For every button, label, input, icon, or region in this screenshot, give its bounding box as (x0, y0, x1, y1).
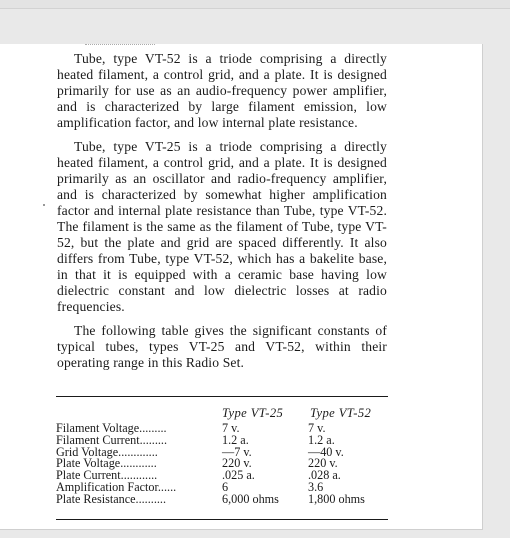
vt25-value: 6,000 ohms (222, 491, 279, 506)
vt25-value: .025 a. (222, 468, 255, 483)
row-label: Filament Voltage......... (56, 421, 167, 435)
vt25-value: 7 v. (222, 421, 240, 435)
table-row (56, 434, 396, 446)
row-label: Amplification Factor...... (56, 479, 177, 494)
vt25-value: —7 v. (222, 444, 252, 459)
paragraph-table-intro: The following table gives the significant constants of typical tubes, types VT-25 and VT-52, within their operating range in this Radio Set. (57, 323, 387, 370)
row-label: Plate Voltage............ (56, 456, 157, 471)
table-row (56, 481, 396, 493)
row-label: Filament Current......... (56, 432, 168, 447)
cut-off-text-line (85, 44, 155, 48)
table-header (56, 404, 396, 422)
vt52-value: —40 v. (308, 444, 344, 459)
vt52-value: 1.2 a. (308, 432, 335, 447)
paragraph-vt52: Tube, type VT-52 is a triode comprising a directly heated filament, a control grid, and a plate. It is designed primarily for use as an audio-frequency power amplifier, and is characterized by large filament emission, low amplification factor, and low internal plate resistance. (57, 51, 387, 130)
vt52-value: 7 v. (308, 421, 326, 435)
header-vt25: Type VT-25 (222, 406, 284, 420)
vt52-value: .028 a. (308, 468, 341, 483)
vt25-value: 1.2 a. (222, 432, 249, 447)
table-top-rule (56, 396, 388, 397)
row-label: Grid Voltage............. (56, 444, 158, 459)
table-row (56, 493, 396, 505)
margin-dot (43, 204, 45, 206)
vt25-value: 220 v. (222, 456, 252, 471)
vt52-value: 3.6 (308, 479, 324, 494)
tube-constants-table (56, 404, 396, 505)
body-text (57, 51, 387, 371)
vt52-value: 220 v. (308, 456, 338, 471)
vt25-value: 6 (222, 479, 229, 494)
paragraph-vt25: Tube, type VT-25 is a triode comprising a directly heated filament, a control grid, and a plate. It is designed primarily as an oscillator and radio-frequency amplifier, and is characterized by somewhat higher amplification factor and internal plate resistance than Tube, type VT-52. The filament is the same as the filament of Tube, type VT-52, but the plate and grid are spaced differently. It also differs from Tube, type VT-52, which has a bakelite base, in that it is equipped with a ceramic base having low dielectric constant and low dielectric losses at radio frequencies. (57, 139, 387, 314)
row-label: Plate Resistance.......... (56, 491, 167, 506)
document-page (0, 44, 483, 530)
viewer-top-bar (0, 0, 510, 9)
row-label: Plate Current............ (56, 468, 158, 483)
table-bottom-rule (56, 519, 388, 520)
header-vt52: Type VT-52 (310, 406, 372, 420)
vt52-value: 1,800 ohms (308, 491, 365, 506)
